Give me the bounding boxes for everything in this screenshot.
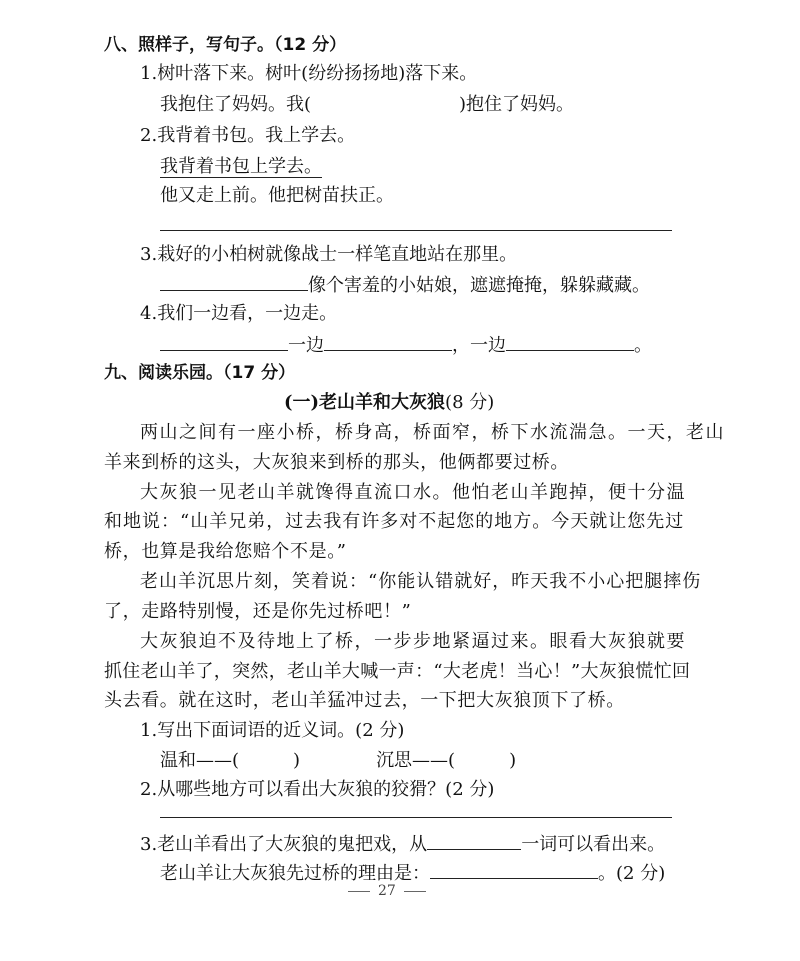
s8-q1-prompt <box>160 93 574 117</box>
s8-q3-example-text: 栽好的小柏树就像战士一样笔直地站在那里。 <box>157 244 518 265</box>
passage-line: 了，走路特别慢，还是你先过桥吧！” <box>104 601 412 622</box>
s9-q3-text-b: 一词可以看出来。 <box>521 834 666 855</box>
s8-q4-example <box>140 302 337 326</box>
footer-dash-right <box>404 891 426 892</box>
s9-q3 <box>140 831 665 857</box>
s8-q4-blank-2[interactable] <box>324 332 452 351</box>
s8-q4-part-a: 一边 <box>288 335 324 356</box>
section-9-title: 九、阅读乐园。（17 分） <box>104 363 296 383</box>
s8-q4-prompt <box>160 332 652 358</box>
s8-q1-prompt-end: )抱住了妈妈。 <box>459 94 575 115</box>
s9-q1-close-b: ) <box>509 750 517 771</box>
s8-q2-example <box>140 124 355 148</box>
s9-q3-blank-2[interactable] <box>430 860 598 879</box>
s9-q2-label: 2. <box>140 779 158 800</box>
s8-q1-label: 1. <box>140 63 158 84</box>
s9-q3-label: 3. <box>140 834 158 855</box>
passage-line: 羊来到桥的这头，大灰狼来到桥的那头，他俩都要过桥。 <box>104 452 569 473</box>
s9-q3-line2-a: 老山羊让大灰狼先过桥的理由是： <box>160 863 430 884</box>
passage-line: 桥，也算是我给您赔个不是。” <box>104 541 347 562</box>
passage-line: 老山羊沉思片刻，笑着说：“你能认错就好，昨天我不小心把腿摔伤 <box>140 571 702 592</box>
page-number: 27 <box>378 883 396 899</box>
s9-q2 <box>140 778 494 802</box>
s9-q2-answer-line[interactable] <box>160 817 672 818</box>
s8-q4-blank-1[interactable] <box>160 332 288 351</box>
s8-q1-prompt-start: 我抱住了妈妈。我( <box>160 94 312 115</box>
s9-q2-text: 从哪些地方可以看出大灰狼的狡猾？(2 分) <box>157 779 495 800</box>
s8-q4-example-text: 我们一边看，一边走。 <box>157 303 338 324</box>
footer-dash-left <box>348 891 370 892</box>
s9-q1 <box>140 719 404 743</box>
s8-q2-prompt: 他又走上前。他把树苗扶正。 <box>160 185 394 206</box>
s8-q4-part-c: 。 <box>634 335 652 356</box>
passage-line: 和地说：“山羊兄弟，过去我有许多对不起您的地方。今天就让您先过 <box>104 511 685 532</box>
s8-q1-example <box>140 62 477 86</box>
passage-heading <box>284 391 494 415</box>
passage-line: 头去看。就在这时，老山羊猛冲过去，一下把大灰狼顶下了桥。 <box>104 690 625 711</box>
s8-q2-answer-line[interactable] <box>160 230 672 231</box>
passage-line: 大灰狼一见老山羊就馋得直流口水。他怕老山羊跑掉，便十分温 <box>140 482 686 503</box>
section-8-title: 八、照样子，写句子。（12 分） <box>104 35 347 55</box>
page-number-footer <box>340 883 434 899</box>
passage-line: 抓住老山羊了，突然，老山羊大喊一声：“大老虎！当心！”大灰狼慌忙回 <box>104 661 691 682</box>
s9-q1-label: 1. <box>140 720 158 741</box>
s8-q3-label: 3. <box>140 244 158 265</box>
s8-q2-example-text: 我背着书包。我上学去。 <box>157 125 356 146</box>
s9-q1-answers <box>160 749 516 773</box>
s9-q1-text: 写出下面词语的近义词。(2 分) <box>157 720 405 741</box>
passage-title: (一)老山羊和大灰狼 <box>284 392 446 413</box>
passage-line: 大灰狼迫不及待地上了桥，一步步地紧逼过来。眼看大灰狼就要 <box>140 631 686 652</box>
s9-q3-line2-b: 。(2 分) <box>598 863 666 884</box>
s8-q3-example <box>140 243 517 267</box>
s8-q4-part-b: ，一边 <box>452 335 506 356</box>
s8-q4-label: 4. <box>140 303 158 324</box>
s8-q4-blank-3[interactable] <box>506 332 634 351</box>
s8-q3-prompt-text: 像个害羞的小姑娘，遮遮掩掩，躲躲藏藏。 <box>308 275 650 296</box>
s8-q1-example-text: 树叶落下来。树叶(纷纷扬扬地)落下来。 <box>157 63 478 84</box>
s8-q3-prompt <box>160 272 650 298</box>
s9-q1-word-b: 沉思——( <box>376 750 456 771</box>
s8-q2-model <box>160 155 322 179</box>
s8-q3-answer-blank[interactable] <box>160 272 308 291</box>
s8-q2-label: 2. <box>140 125 158 146</box>
s8-q2-model-text: 我背着书包上学去。 <box>160 156 322 177</box>
passage-score: (8 分) <box>445 392 495 413</box>
s9-q3-text-a: 老山羊看出了大灰狼的鬼把戏，从 <box>157 834 428 855</box>
passage-line: 两山之间有一座小桥，桥身高，桥面窄，桥下水流湍急。一天，老山 <box>140 422 725 443</box>
s9-q1-close-a: ) <box>293 750 301 771</box>
s9-q1-word-a: 温和——( <box>160 750 240 771</box>
s9-q3-blank-1[interactable] <box>427 831 521 850</box>
